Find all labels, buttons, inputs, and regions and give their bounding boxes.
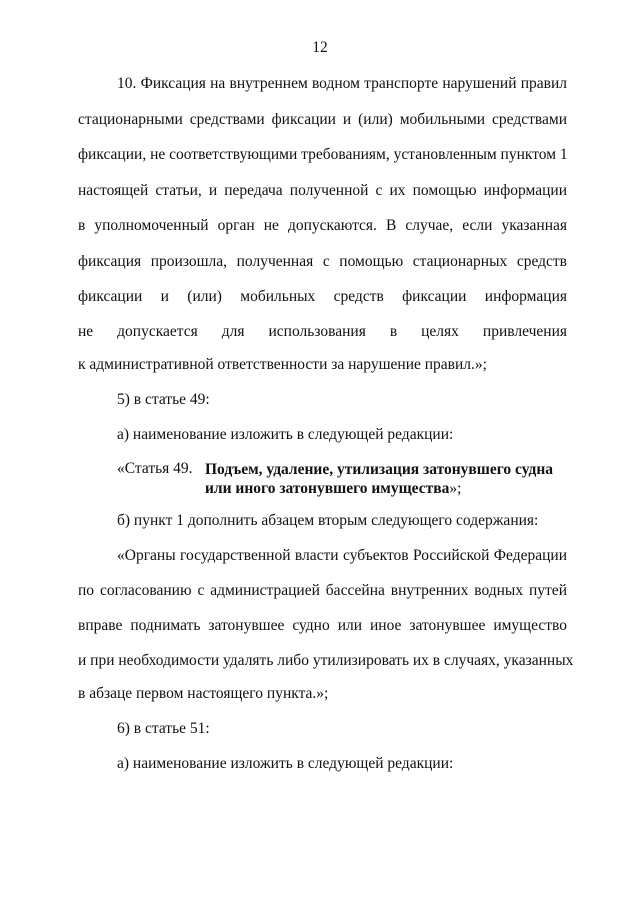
paragraph-line: «Органы государственной власти субъектов Российской Федерации bbox=[117, 547, 567, 564]
article-title-end: »; bbox=[449, 480, 462, 497]
paragraph-line: фиксация произошла, полученная с помощью стационарных средств bbox=[78, 253, 567, 270]
paragraph-line: настоящей статьи, и передача полученной с их помощью информации bbox=[78, 182, 567, 199]
paragraph-line: фиксации и (или) мобильных средств фиксации информация bbox=[78, 288, 567, 305]
list-item: 5) в статье 49: bbox=[117, 391, 210, 408]
list-item: а) наименование изложить в следующей редакции: bbox=[117, 755, 454, 772]
paragraph-line: фиксации, не соответствующими требованиям, установленным пунктом 1 bbox=[78, 146, 568, 163]
article-title-line: или иного затонувшего имущества bbox=[205, 480, 450, 497]
paragraph-line: в абзаце первом настоящего пункта.»; bbox=[78, 685, 329, 702]
paragraph-line: 10. Фиксация на внутреннем водном транспорте нарушений правил bbox=[117, 75, 567, 92]
paragraph-line: стационарными средствами фиксации и (или) мобильными средствами bbox=[78, 111, 567, 128]
page-number: 12 bbox=[312, 39, 328, 56]
paragraph-line: и при необходимости удалять либо утилизировать их в случаях, указанных bbox=[78, 652, 574, 669]
paragraph-line: по согласованию с администрацией бассейна внутренних водных путей bbox=[78, 582, 567, 599]
paragraph-line: в уполномоченный орган не допускаются. В случае, если указанная bbox=[78, 217, 567, 234]
paragraph-line: не допускается для использования в целях привлечения bbox=[78, 323, 567, 340]
article-title-line: Подъем, удаление, утилизация затонувшего судна bbox=[205, 461, 554, 478]
list-item: а) наименование изложить в следующей редакции: bbox=[117, 426, 454, 443]
article-label: «Статья 49. bbox=[117, 460, 193, 477]
paragraph-line: к административной ответственности за нарушение правил.»; bbox=[78, 356, 487, 373]
paragraph-line: вправе поднимать затонувшее судно или иное затонувшее имущество bbox=[78, 617, 567, 634]
list-item: б) пункт 1 дополнить абзацем вторым следующего содержания: bbox=[117, 512, 539, 529]
list-item: 6) в статье 51: bbox=[117, 720, 210, 737]
article-title bbox=[205, 460, 553, 498]
